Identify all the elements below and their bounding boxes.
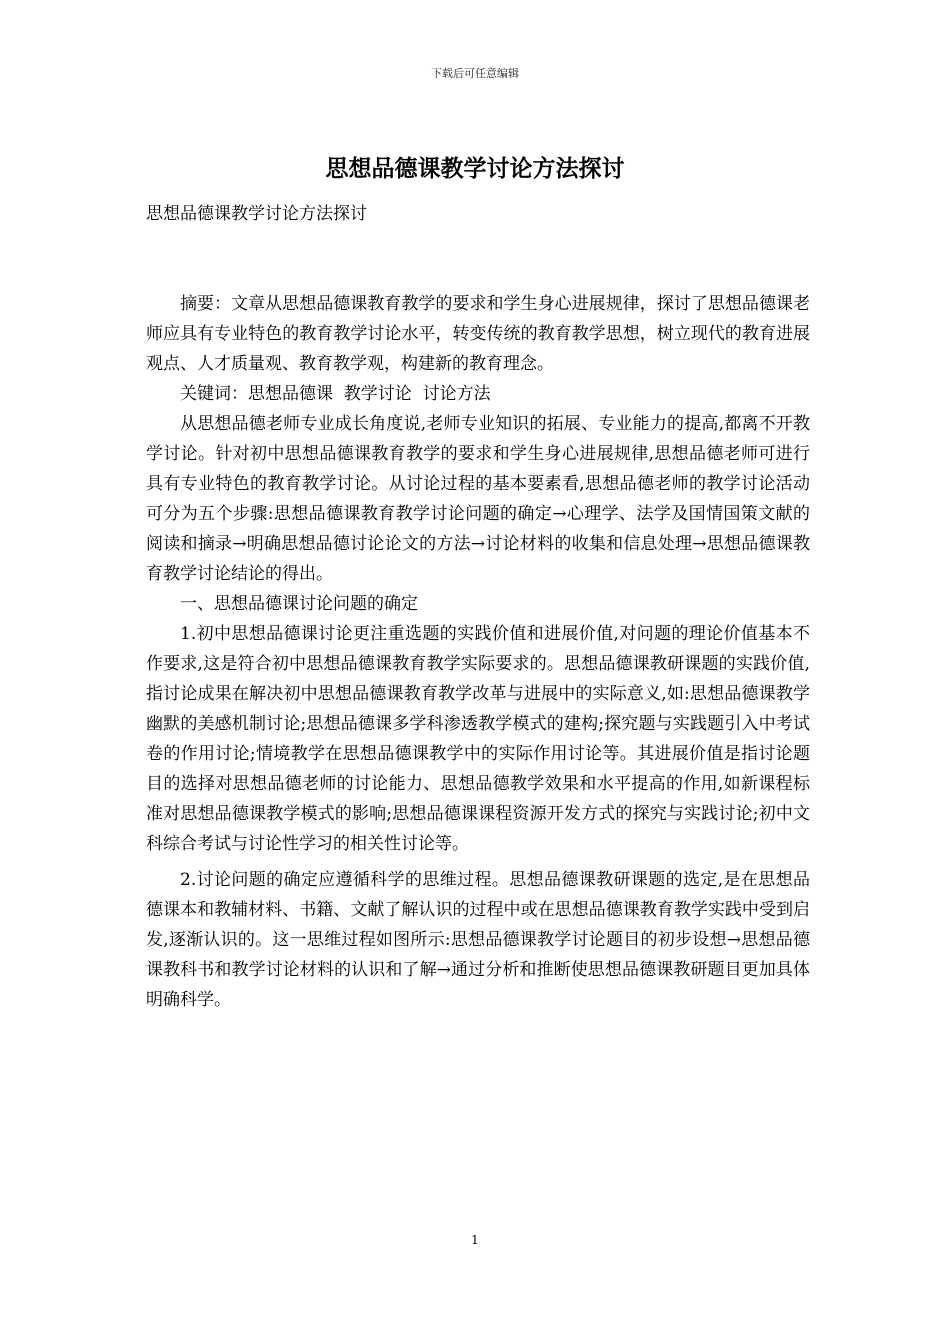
abstract-paragraph: 摘要：文章从思想品德课教育教学的要求和学生身心进展规律，探讨了思想品德课老师应具有专业特色的教育教学讨论水平，转变传统的教育教学思想，树立现代的教育进展观点、人才质量观、教育教学观，构建新的教育理念。 <box>146 294 810 374</box>
keywords-line: 关键词：思想品德课 教学讨论 讨论方法 <box>180 384 491 404</box>
section-point-1: 1.初中思想品德课讨论更注重选题的实践价值和进展价值,对问题的理论价值基本不作要求,这是符合初中思想品德课教育教学实际要求的。思想品德课教研课题的实践价值,指讨论成果在解决初中思想品德课教育教学改革与进展中的实际意义,如:思想品德课教学幽默的美感机制讨论;思想品德课多学科渗透教学模式的建构;探究题与实践题引入中考试卷的作用讨论;情境教学在思想品德课教学中的实际作用讨论等。其进展价值是指讨论题目的选择对思想品德老师的讨论能力、思想品德教学效果和水平提高的作用,如新课程标准对思想品德课教学模式的影响;思想品德课课程资源开发方式的探究与实践讨论;初中文科综合考试与讨论性学习的相关性讨论等。 <box>146 624 810 854</box>
page-number: 1 <box>471 1233 479 1247</box>
intro-paragraph: 从思想品德老师专业成长角度说,老师专业知识的拓展、专业能力的提高,都离不开教学讨论。针对初中思想品德课教育教学的要求和学生身心进展规律,思想品德老师可进行具有专业特色的教育教学讨论。从讨论过程的基本要素看,思想品德老师的教学讨论活动可分为五个步骤:思想品德课教育教学讨论问题的确定→心理学、法学及国情国策文献的阅读和摘录→明确思想品德讨论论文的方法→讨论材料的收集和信息处理→思想品德课教育教学讨论结论的得出。 <box>146 414 810 584</box>
document-title: 思想品德课教学讨论方法探讨 <box>325 155 625 182</box>
section-point-2: 2.讨论问题的确定应遵循科学的思维过程。思想品德课教研课题的选定,是在思想品德课本和教辅材料、书籍、文献了解认识的过程中或在思想品德课教育教学实践中受到启发,逐渐认识的。这一思维过程如图所示:思想品德课教学讨论题目的初步设想→思想品德课教科书和教学讨论材料的认识和了解→通过分析和推断使思想品德课教研题目更加具体明确科学。 <box>146 870 810 1010</box>
document-body <box>146 199 810 1015</box>
document-subtitle: 思想品德课教学讨论方法探讨 <box>146 204 367 224</box>
section-heading: 一、思想品德课讨论问题的确定 <box>180 594 418 614</box>
header-note: 下载后可任意编辑 <box>431 67 519 80</box>
